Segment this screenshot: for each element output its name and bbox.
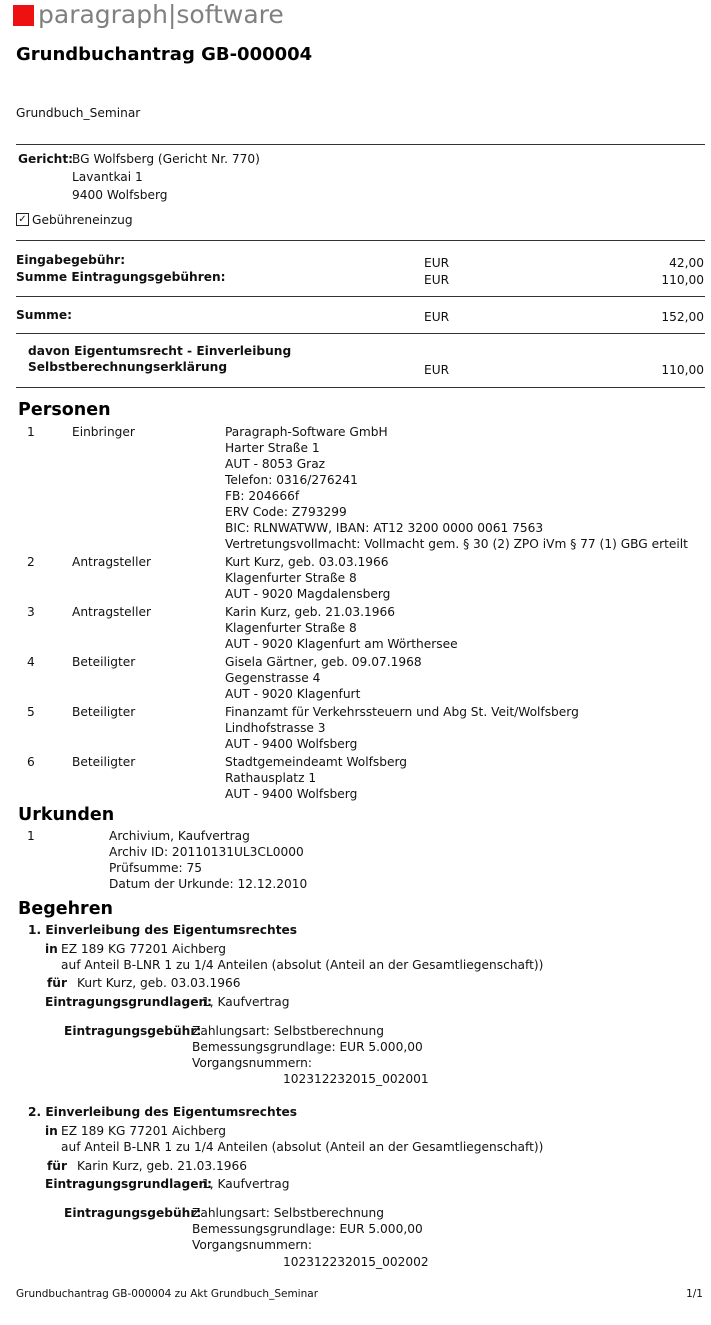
fuer-label: für <box>47 1159 67 1173</box>
in-line: EZ 189 KG 77201 Aichberg <box>61 942 226 956</box>
person-detail-line: Rathausplatz 1 <box>225 771 317 785</box>
person-detail-line: FB: 204666f <box>225 489 300 503</box>
person-nr: 1 <box>27 425 35 439</box>
davon-label: davon Eigentumsrecht - Einverleibung <box>28 344 292 358</box>
in-line: EZ 189 KG 77201 Aichberg <box>61 1124 226 1138</box>
bemessung: Bemessungsgrundlage: EUR 5.000,00 <box>192 1222 423 1236</box>
vorgang-label: Vorgangsnummern: <box>192 1238 312 1252</box>
person-detail-line: Paragraph-Software GmbH <box>225 425 388 439</box>
divider <box>16 240 705 241</box>
page-title: Grundbuchantrag GB-000004 <box>16 44 313 65</box>
urkunde-line: Datum der Urkunde: 12.12.2010 <box>109 877 308 891</box>
person-role: Beteiligter <box>72 705 136 719</box>
logo-text: paragraph|software <box>38 0 284 29</box>
logo-square <box>13 5 34 26</box>
fee-amount: 42,00 <box>669 256 704 270</box>
davon-label-2: Selbstberechnungserklärung <box>28 360 228 374</box>
fuer-value: Kurt Kurz, geb. 03.03.1966 <box>77 976 241 990</box>
grundlagen-value: 1, Kaufvertrag <box>202 995 290 1009</box>
grundlagen-label: Eintragungsgrundlagen: <box>45 1177 213 1191</box>
urkunden-heading: Urkunden <box>18 805 115 825</box>
footer-text: Grundbuchantrag GB-000004 zu Akt Grundbuch_Seminar <box>16 1288 319 1300</box>
person-role: Beteiligter <box>72 755 136 769</box>
person-detail-line: AUT - 9400 Wolfsberg <box>225 737 358 751</box>
person-detail-line: Telefon: 0316/276241 <box>225 473 358 487</box>
zahlungsart: Zahlungsart: Selbstberechnung <box>192 1206 384 1220</box>
person-detail-line: AUT - 9020 Klagenfurt <box>225 687 361 701</box>
gebuehr-label: Eintragungsgebühr: <box>64 1206 202 1220</box>
in-line: auf Anteil B-LNR 1 zu 1/4 Anteilen (absolut (Anteil an der Gesamtliegenschaft)) <box>61 1140 544 1154</box>
person-nr: 5 <box>27 705 35 719</box>
person-nr: 4 <box>27 655 35 669</box>
person-role: Beteiligter <box>72 655 136 669</box>
vorgang-label: Vorgangsnummern: <box>192 1056 312 1070</box>
divider <box>16 144 705 145</box>
summe-label: Summe: <box>16 308 72 322</box>
summe-currency: EUR <box>424 310 450 324</box>
person-role: Antragsteller <box>72 605 151 619</box>
gericht-label: Gericht: <box>18 152 74 166</box>
in-label: in <box>45 1124 58 1138</box>
in-label: in <box>45 942 58 956</box>
begehren-title: 2. Einverleibung des Eigentumsrechtes <box>28 1105 298 1119</box>
person-detail-line: AUT - 9020 Klagenfurt am Wörthersee <box>225 637 458 651</box>
gebuehreneinzug-label: Gebühreneinzug <box>32 213 133 227</box>
grundlagen-label: Eintragungsgrundlagen: <box>45 995 213 1009</box>
vorgang-value: 102312232015_002001 <box>283 1072 429 1086</box>
person-detail-line: Lindhofstrasse 3 <box>225 721 326 735</box>
fuer-value: Karin Kurz, geb. 21.03.1966 <box>77 1159 248 1173</box>
gebuehreneinzug-checkbox[interactable]: ✓ <box>16 213 29 226</box>
summe-amount: 152,00 <box>661 310 704 324</box>
person-detail-line: AUT - 9400 Wolfsberg <box>225 787 358 801</box>
davon-currency: EUR <box>424 363 450 377</box>
person-detail-line: AUT - 9020 Magdalensberg <box>225 587 391 601</box>
person-detail-line: Karin Kurz, geb. 21.03.1966 <box>225 605 396 619</box>
gebuehr-label: Eintragungsgebühr: <box>64 1024 202 1038</box>
person-detail-line: Finanzamt für Verkehrssteuern und Abg St. Veit/Wolfsberg <box>225 705 579 719</box>
divider <box>16 296 705 297</box>
person-detail-line: BIC: RLNWATWW, IBAN: AT12 3200 0000 0061 7563 <box>225 521 544 535</box>
begehren-title: 1. Einverleibung des Eigentumsrechtes <box>28 923 298 937</box>
person-detail-line: Kurt Kurz, geb. 03.03.1966 <box>225 555 389 569</box>
person-detail-line: Gegenstrasse 4 <box>225 671 321 685</box>
fee-label: Eingabegebühr: <box>16 253 126 267</box>
person-role: Einbringer <box>72 425 135 439</box>
urkunde-line: Prüfsumme: 75 <box>109 861 202 875</box>
grundlagen-value: 1, Kaufvertrag <box>202 1177 290 1191</box>
urkunde-nr: 1 <box>27 829 35 843</box>
zahlungsart: Zahlungsart: Selbstberechnung <box>192 1024 384 1038</box>
davon-amount: 110,00 <box>661 363 704 377</box>
person-detail-line: Harter Straße 1 <box>225 441 320 455</box>
person-nr: 3 <box>27 605 35 619</box>
in-line: auf Anteil B-LNR 1 zu 1/4 Anteilen (absolut (Anteil an der Gesamtliegenschaft)) <box>61 958 544 972</box>
page-number: 1/1 <box>686 1288 703 1300</box>
begehren-heading: Begehren <box>18 899 114 919</box>
fee-label: Summe Eintragungsgebühren: <box>16 270 226 284</box>
divider <box>16 387 705 388</box>
gericht-line: BG Wolfsberg (Gericht Nr. 770) <box>72 152 260 166</box>
fee-currency: EUR <box>424 256 450 270</box>
person-nr: 6 <box>27 755 35 769</box>
person-detail-line: AUT - 8053 Graz <box>225 457 326 471</box>
divider <box>16 333 705 334</box>
person-detail-line: Gisela Gärtner, geb. 09.07.1968 <box>225 655 422 669</box>
personen-heading: Personen <box>18 400 111 420</box>
fee-amount: 110,00 <box>661 273 704 287</box>
urkunde-line: Archiv ID: 20110131UL3CL0000 <box>109 845 304 859</box>
akt-name: Grundbuch_Seminar <box>16 106 141 120</box>
person-role: Antragsteller <box>72 555 151 569</box>
person-detail-line: Klagenfurter Straße 8 <box>225 621 357 635</box>
gericht-line: 9400 Wolfsberg <box>72 188 168 202</box>
gericht-line: Lavantkai 1 <box>72 170 143 184</box>
person-detail-line: Stadtgemeindeamt Wolfsberg <box>225 755 408 769</box>
bemessung: Bemessungsgrundlage: EUR 5.000,00 <box>192 1040 423 1054</box>
fuer-label: für <box>47 976 67 990</box>
urkunde-line: Archivium, Kaufvertrag <box>109 829 250 843</box>
fee-currency: EUR <box>424 273 450 287</box>
person-detail-line: ERV Code: Z793299 <box>225 505 347 519</box>
vorgang-value: 102312232015_002002 <box>283 1255 429 1269</box>
person-detail-line: Klagenfurter Straße 8 <box>225 571 357 585</box>
person-nr: 2 <box>27 555 35 569</box>
person-detail-line: Vertretungsvollmacht: Vollmacht gem. § 30 (2) ZPO iVm § 77 (1) GBG erteilt <box>225 537 688 551</box>
